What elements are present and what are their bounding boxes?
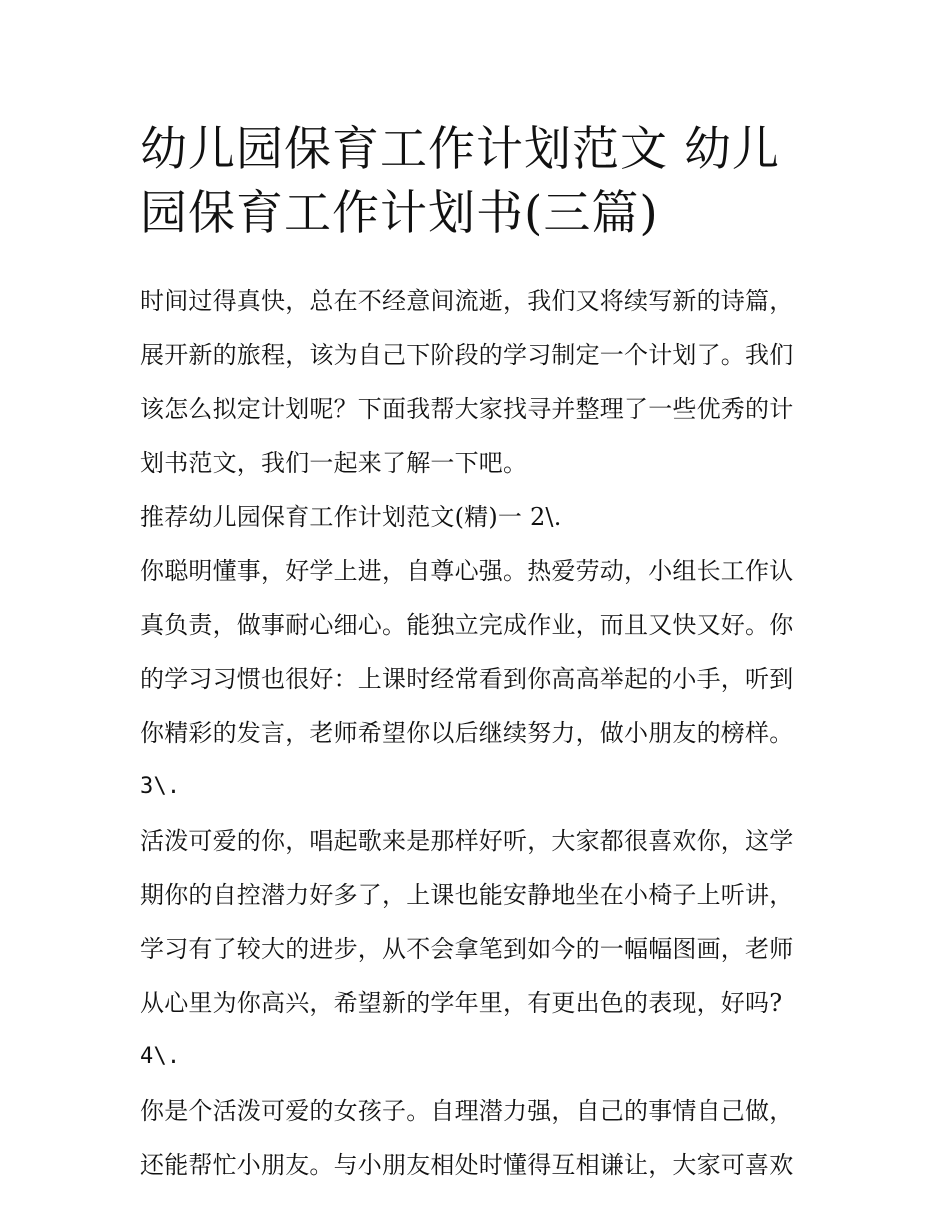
document-body <box>140 274 815 1192</box>
comment-paragraph: 你是个活泼可爱的女孩子。自理潜力强，自己的事情自己做，还能帮忙小朋友。与小朋友相处时懂得互相谦让，大家可喜欢 <box>140 1097 794 1179</box>
intro-paragraph: 时间过得真快，总在不经意间流逝，我们又将续写新的诗篇，展开新的旅程，该为自己下阶段的学习制定一个计划了。我们该怎么拟定计划呢？下面我帮大家找寻并整理了一些优秀的计划书范文，我们一起来了解一下吧。 <box>140 287 794 477</box>
comment-paragraph: 活泼可爱的你，唱起歌来是那样好听，大家都很喜欢你，这学期你的自控潜力好多了，上课也能安静地坐在小椅子上听讲，学习有了较大的进步，从不会拿笔到如今的一幅幅图画，老师从心里为你高兴，希望新的学年里，有更出色的表现，好吗? <box>140 827 794 1017</box>
document-title: 幼儿园保育工作计划范文 幼儿园保育工作计划书(三篇) <box>140 122 780 241</box>
item-number: 4\. <box>140 1044 181 1069</box>
item-number: 3\. <box>140 774 181 799</box>
section-heading-line: 推荐幼儿园保育工作计划范文(精)一 2\. <box>140 503 562 531</box>
comment-paragraph: 你聪明懂事，好学上进，自尊心强。热爱劳动，小组长工作认真负责，做事耐心细心。能独立完成作业，而且又快又好。你的学习习惯也很好：上课时经常看到你高高举起的小手，听到你精彩的发言，老师希望你以后继续努力，做小朋友的榜样。 <box>140 557 794 747</box>
document-page <box>140 118 815 1192</box>
